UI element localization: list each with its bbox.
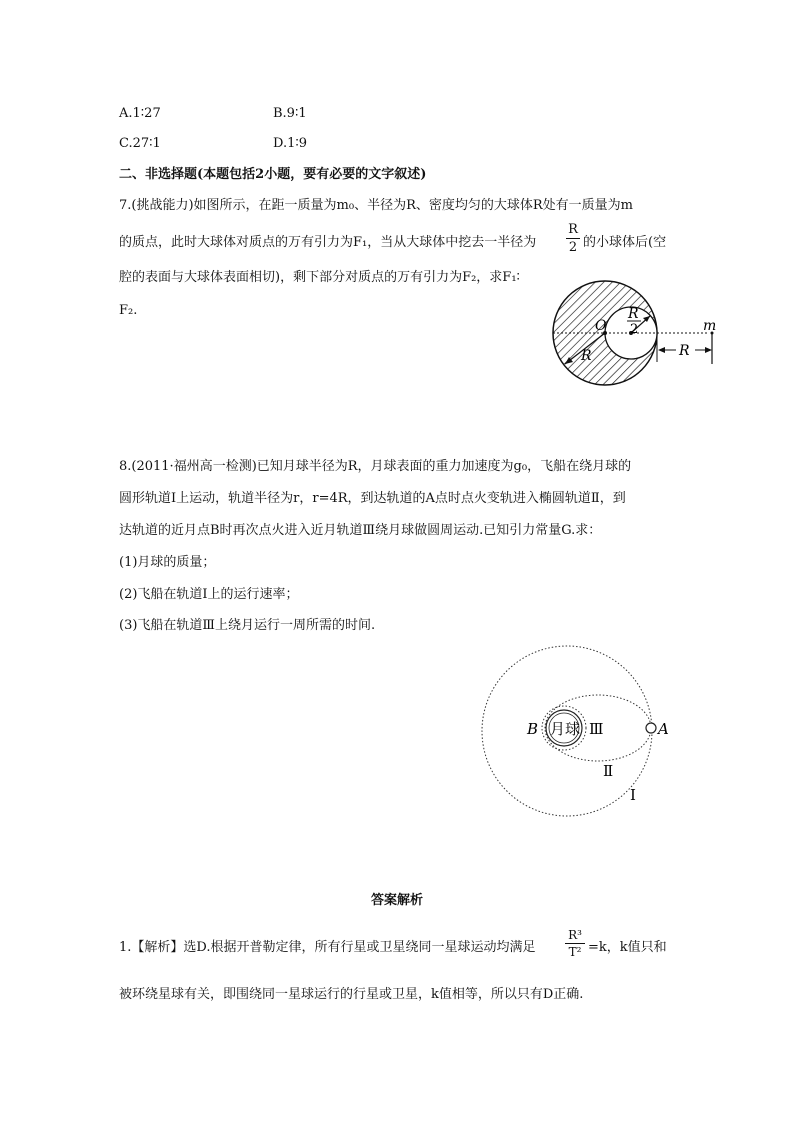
q8-sub2: (2)飞船在轨道Ⅰ上的运行速率；	[119, 587, 299, 602]
answer1-fraction	[565, 929, 585, 958]
point-a	[646, 723, 656, 733]
label-m: m	[703, 318, 717, 334]
q8-sub1: (1)月球的质量；	[119, 555, 216, 570]
answer1-line1a: 1.【解析】选D.根据开普勒定律，所有行星或卫星绕同一星球运动均满足	[119, 940, 536, 955]
answer1-frac-num: R³	[568, 928, 582, 942]
label-ii: Ⅱ	[603, 762, 614, 780]
q7-line2a: 的质点，此时大球体对质点的万有引力为F₁，当从大球体中挖去一半径为	[119, 235, 537, 250]
q7-line3: 腔的表面与大球体表面相切)，剩下部分对质点的万有引力为F₂，求F₁∶	[119, 270, 520, 285]
label-i: Ⅰ	[630, 786, 636, 804]
option-d: D.1∶9	[273, 136, 308, 151]
q7-sphere-figure	[548, 278, 724, 394]
q7-line4: F₂.	[119, 303, 138, 318]
label-r-bottom: R	[581, 348, 592, 364]
label-r-right: R	[679, 343, 690, 359]
label-b: B	[527, 720, 539, 738]
q7-fraction	[566, 223, 580, 254]
moon-label: 月球	[550, 720, 581, 738]
q7-line1: 7.(挑战能力)如图所示，在距一质量为m₀、半径为R、密度均匀的大球体R处有一质量为m	[119, 198, 633, 213]
label-iii: Ⅲ	[589, 720, 604, 738]
option-b: B.9∶1	[273, 106, 307, 121]
option-a: A.1∶27	[119, 106, 161, 121]
q8-line3: 达轨道的近月点B时再次点火进入近月轨道Ⅲ绕月球做圆周运动.已知引力常量G.求：	[119, 523, 602, 538]
option-c: C.27∶1	[119, 136, 161, 151]
q8-line1: 8.(2011·福州高一检测)已知月球半径为R，月球表面的重力加速度为g₀，飞船在绕月球的	[119, 459, 632, 474]
section-heading: 二、非选择题(本题包括2小题，要有必要的文字叙述)	[119, 167, 427, 182]
answer1-line1b: =k，k值只和	[588, 940, 667, 955]
answer1-line2: 被环绕星球有关，即围绕同一星球运行的行星或卫星，k值相等，所以只有D正确.	[119, 987, 584, 1002]
q7-line2b: 的小球体后(空	[583, 235, 667, 250]
q8-sub3: (3)飞船在轨道Ⅲ上绕月运行一周所需的时间.	[119, 618, 376, 633]
answer1-frac-den: T²	[568, 945, 582, 959]
answers-heading: 答案解析	[370, 893, 423, 908]
label-2: 2	[630, 322, 639, 337]
q8-line2: 圆形轨道Ⅰ上运动，轨道半径为r，r=4R，到达轨道的A点时点火变轨进入椭圆轨道Ⅱ，到	[119, 491, 626, 506]
label-a: A	[658, 720, 669, 738]
q7-frac-num: R	[568, 222, 578, 237]
label-r-top: R	[628, 306, 639, 322]
q8-orbit-figure	[470, 636, 690, 826]
label-o: O	[595, 318, 607, 334]
q7-frac-den: 2	[568, 240, 578, 255]
